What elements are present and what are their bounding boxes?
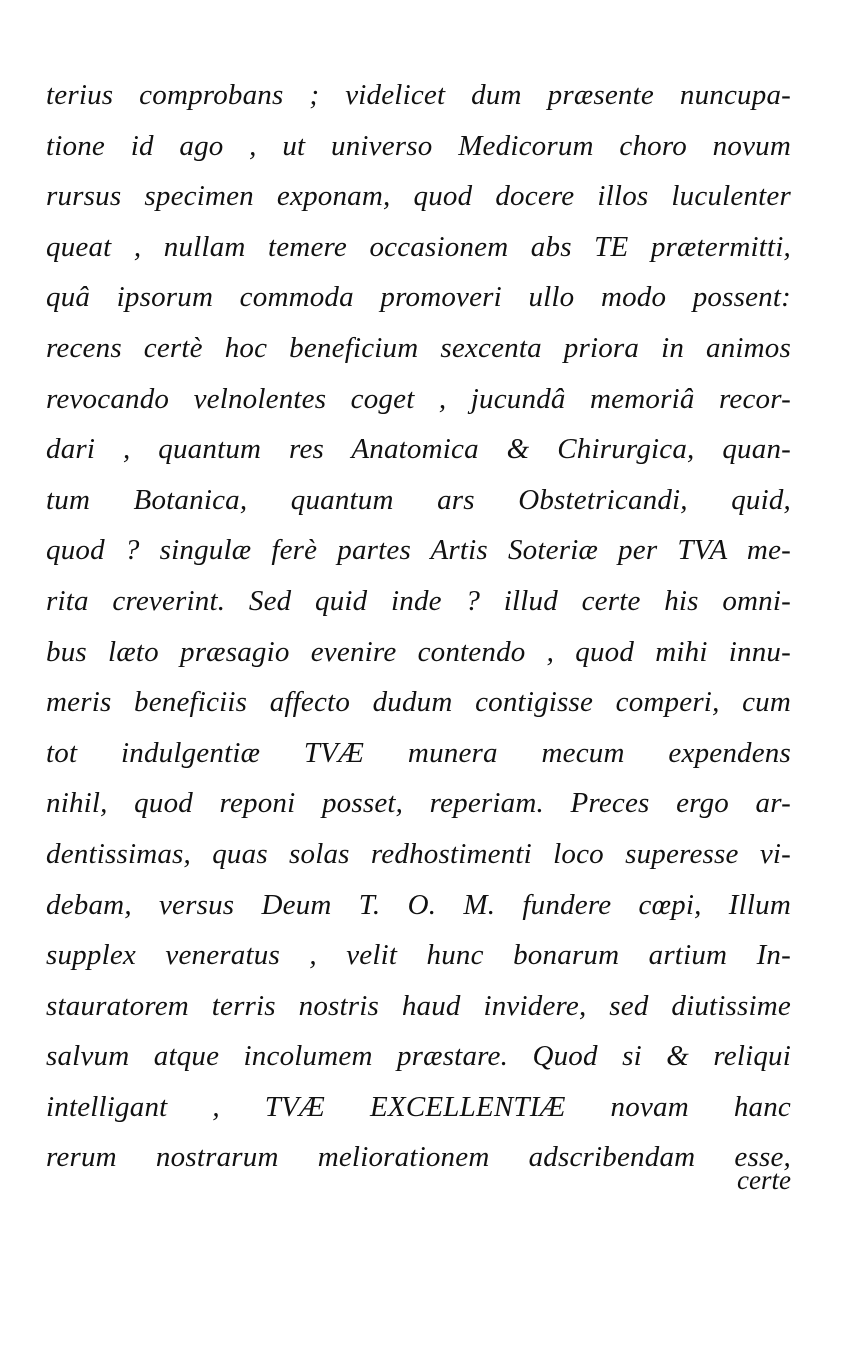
text-line: tum Botanica, quantum ars Obstetricandi, quid, <box>46 483 791 516</box>
text-line: debam, versus Deum T. O. M. fundere cœpi, Illum <box>46 888 791 921</box>
text-line: quâ ipsorum commoda promoveri ullo modo possent: <box>46 281 791 314</box>
text-line: queat , nullam temere occasionem abs TE prætermitti, <box>46 230 791 263</box>
text-line: meris beneficiis affecto dudum contigisse comperi, cum <box>46 686 791 719</box>
text-line: rerum nostrarum meliorationem adscribendam esse, <box>46 1141 791 1174</box>
text-line: nihil, quod reponi posset, reperiam. Preces ergo ar- <box>46 787 791 820</box>
text-line: quod ? singulæ ferè partes Artis Soteriæ per TVA me- <box>46 534 791 567</box>
text-line: tione id ago , ut universo Medicorum choro novum <box>46 129 791 162</box>
text-line: recens certè hoc beneficium sexcenta priora in animos <box>46 331 791 364</box>
text-line: rita creverint. Sed quid inde ? illud certe his omni- <box>46 584 791 617</box>
text-line: tot indulgentiæ TVÆ munera mecum expendens <box>46 736 791 769</box>
text-line: terius comprobans ; videlicet dum præsente nuncupa- <box>46 79 791 111</box>
text-line: supplex veneratus , velit hunc bonarum artium In- <box>46 939 791 972</box>
catchword: certe <box>737 1165 791 1195</box>
text-line: stauratorem terris nostris haud invidere, sed diutissime <box>46 989 791 1022</box>
body-text <box>46 70 791 1183</box>
text-line: salvum atque incolumem præstare. Quod si & reliqui <box>46 1040 791 1073</box>
text-line: revocando velnolentes coget , jucundâ memoriâ recor- <box>46 382 791 415</box>
text-line: dentissimas, quas solas redhostimenti loco superesse vi- <box>46 837 791 870</box>
text-line: bus læto præsagio evenire contendo , quod mihi innu- <box>46 635 791 668</box>
text-line: intelligant , TVÆ EXCELLENTIÆ novam hanc <box>46 1090 791 1123</box>
text-line: rursus specimen exponam, quod docere illos luculenter <box>46 180 791 213</box>
text-line: dari , quantum res Anatomica & Chirurgica, quan- <box>46 433 791 466</box>
